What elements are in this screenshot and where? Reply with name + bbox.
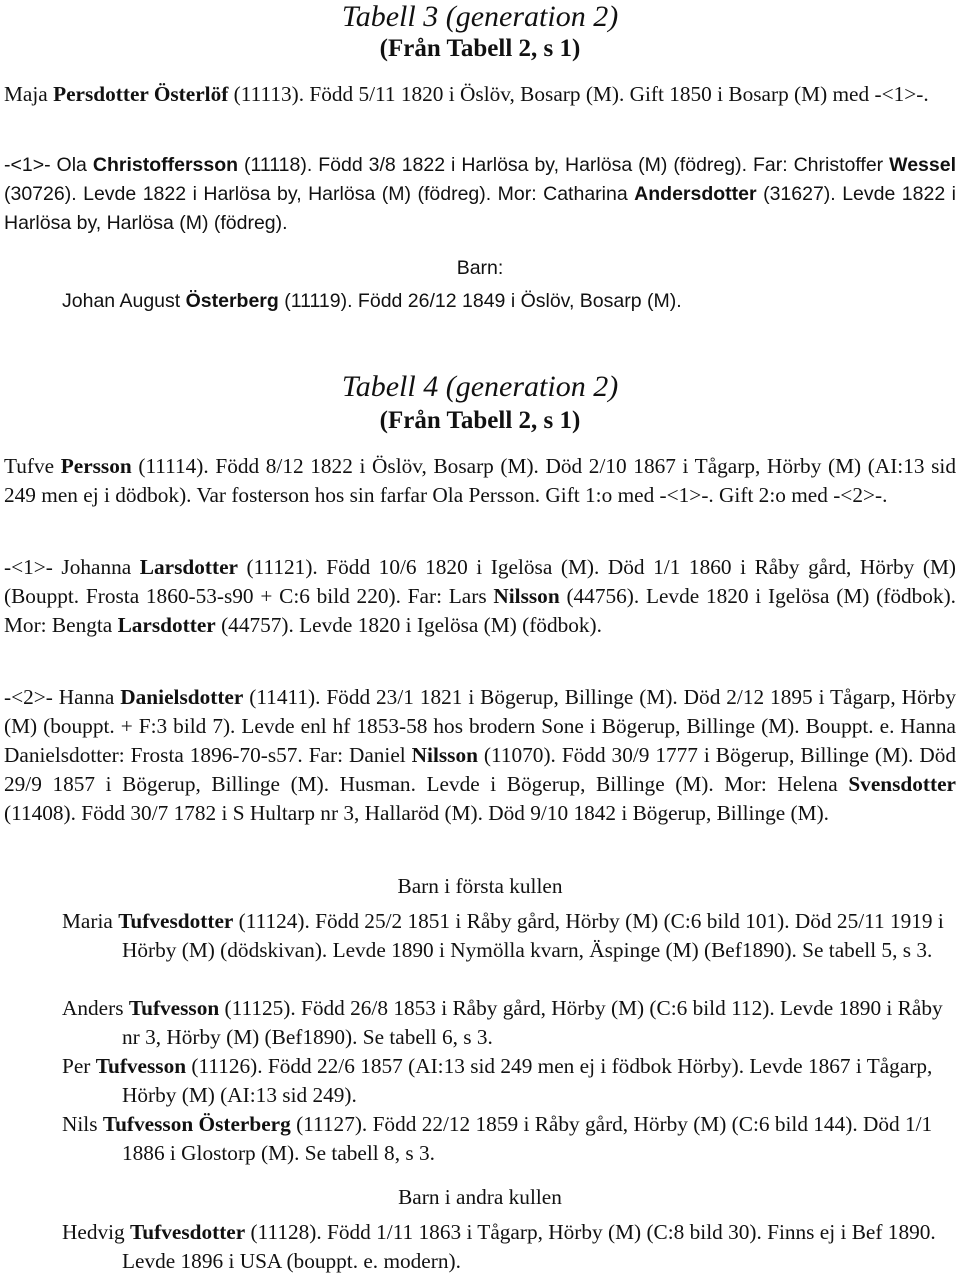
text: -<1>- Ola [4,154,93,176]
tabell-3-title: Tabell 3 (generation 2) [341,0,619,33]
text: (31627). Levde 1822 i Harlösa by, Harlösa (M) (födreg). [4,183,956,234]
tabell-4-main-person [4,452,956,510]
surname: Österberg [185,290,279,312]
text: (11070). Född 30/9 1777 i Bögerup, Billinge (M). Död 29/9 1857 i Bögerup, Billinge (M). Husman. Levde i Bögerup, Billinge (M). Mor: Helena [4,743,956,796]
text: (44756). Levde 1820 i Igelösa (M) (födbok). Mor: Bengta [4,584,956,637]
tabell-4-spouse-1 [4,553,956,640]
tabell-3-spouse [4,151,956,238]
tabell-4-subtitle: (Från Tabell 2, s 1) [379,407,581,434]
text: Tufve [4,454,61,478]
text: (11113). Född 5/11 1820 i Öslöv, Bosarp (M). Gift 1850 i Bosarp (M) med -<1>-. [228,82,929,106]
text: -<2>- Hanna [4,685,121,709]
surname: Wessel [889,154,956,176]
surname: Svensdotter [848,772,956,796]
text: Maja [4,82,54,106]
text: (11128). Född 1/11 1863 i Tågarp, Hörby (M) (C:8 bild 30). Finns ej i Bef 1890. Levde 1896 i USA (bouppt. e. modern). [122,1220,936,1273]
text: -<1>- Johanna [4,555,140,579]
surname: Tufvesson [95,1054,187,1078]
surname: Tufvesdotter [130,1220,246,1244]
surname: Tufvesdotter [118,909,234,933]
surname: Tufvesson [128,996,220,1020]
tabell-4-child-per [62,1052,956,1110]
text: Nils [62,1112,103,1136]
text: (30726). Levde 1822 i Harlösa by, Harlösa (M) (födreg). Mor: Catharina [4,183,635,205]
text: Maria [62,909,119,933]
surname: Persson [60,454,132,478]
tabell-4-child-nils [62,1110,956,1168]
text: Per [62,1054,96,1078]
text: (11411). Född 23/1 1821 i Bögerup, Billinge (M). Död 2/12 1895 i Tågarp, Hörby (M) (bouppt. + F:3 bild 7). Levde enl hf 1853-58 hos brodern Sone i Bögerup, Billinge (M). Bouppt. e. Hanna Danielsdotter: Frosta 1896-70-s57. Far: Daniel [4,685,956,767]
text: (11126). Född 22/6 1857 (AI:13 sid 249 men ej i födbok Hörby). Levde 1867 i Tågarp, Hörby (M) (AI:13 sid 249). [122,1054,933,1107]
tabell-3-child [62,287,956,316]
surname: Tufvesson Österberg [102,1112,291,1136]
surname: Persdotter Österlöf [53,82,229,106]
tabell-4-second-children-label: Barn i andra kullen [398,1185,562,1209]
tabell-3-main-person [4,80,956,109]
text: (11124). Född 25/2 1851 i Råby gård, Hörby (M) (C:6 bild 101). Död 25/11 1919 i Hörby (M) (dödskivan). Levde 1890 i Nymölla kvarn, Äspinge (M) (Bef1890). Se tabell 5, s 3. [122,909,944,962]
surname: Andersdotter [634,183,757,205]
text: Johan August [62,290,186,312]
text: (11121). Född 10/6 1820 i Igelösa (M). Död 1/1 1860 i Råby gård, Hörby (M) (Bouppt. Frosta 1860-53-s90 + C:6 bild 220). Far: Lars [4,555,956,608]
text: (11125). Född 26/8 1853 i Råby gård, Hörby (M) (C:6 bild 112). Levde 1890 i Råby nr 3, Hörby (M) (Bef1890). Se tabell 6, s 3. [122,996,943,1049]
tabell-4-title: Tabell 4 (generation 2) [341,370,619,403]
surname: Larsdotter [117,613,216,637]
tabell-3-children-label: Barn: [456,257,504,279]
tabell-4-child-maria [62,907,956,965]
text: (11118). Född 3/8 1822 i Harlösa by, Harlösa (M) (födreg). Far: Christoffer [238,154,890,176]
text: (11408). Född 30/7 1782 i S Hultarp nr 3, Hallaröd (M). Död 9/10 1842 i Bögerup, Billinge (M). [4,801,829,825]
text: (44757). Levde 1820 i Igelösa (M) (födbok). [215,613,602,637]
text: Hedvig [62,1220,131,1244]
surname: Larsdotter [139,555,238,579]
text: Anders [62,996,129,1020]
text: (11127). Född 22/12 1859 i Råby gård, Hörby (M) (C:6 bild 144). Död 1/1 1886 i Glostorp (M). Se tabell 8, s 3. [122,1112,933,1165]
surname: Danielsdotter [120,685,244,709]
surname: Nilsson [493,584,560,608]
tabell-4-first-children-label: Barn i första kullen [397,874,563,898]
tabell-4-child-hedvig [62,1218,956,1276]
tabell-3-subtitle: (Från Tabell 2, s 1) [379,35,581,62]
tabell-4-child-anders [62,994,956,1052]
text: (11114). Född 8/12 1822 i Öslöv, Bosarp (M). Död 2/10 1867 i Tågarp, Hörby (M) (AI:13 sid 249 men ej i dödbok). Var fosterson hos sin farfar Ola Persson. Gift 1:o med -<1>-. Gift 2:o med -<2>-. [4,454,956,507]
tabell-4-spouse-2 [4,683,956,828]
surname: Nilsson [411,743,478,767]
surname: Christoffersson [92,154,239,176]
text: (11119). Född 26/12 1849 i Öslöv, Bosarp (M). [278,290,682,312]
